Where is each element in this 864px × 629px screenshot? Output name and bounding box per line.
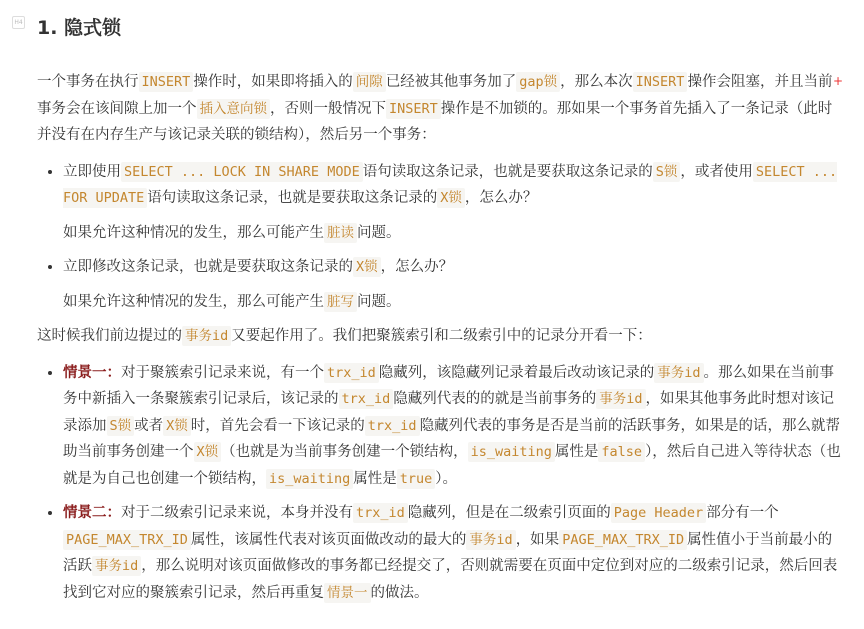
inline-code: 情景一 <box>324 583 371 603</box>
text-run: 属性值小于当前最小的活跃 <box>63 531 833 574</box>
text-run: 一个事务在执行 <box>37 74 139 90</box>
inline-code: trx_id <box>339 389 394 409</box>
heading-marker-icon: H4 <box>12 16 25 29</box>
text-run: 操作是不加锁的。那如果一个事务首先插入了一条记录（此时并没有在内存生产与该记录关联的锁结构），然后另一个事务： <box>37 100 833 143</box>
inline-code: trx_id <box>324 363 379 383</box>
inline-code: X锁 <box>194 442 222 462</box>
text-run: 立即使用 <box>63 163 121 180</box>
inline-code: PAGE_MAX_TRX_ID <box>559 530 687 550</box>
inline-code: trx_id <box>353 503 408 523</box>
text-run: 隐藏列代表的的就是当前事务的 <box>393 391 597 407</box>
text-run: 隐藏列，该隐藏列记录着最后改动该记录的 <box>378 364 655 381</box>
case-consequence <box>63 289 843 316</box>
text-run: 属性是 <box>554 444 599 460</box>
text-run: 部分有一个 <box>706 505 779 521</box>
text-run: 问题。 <box>357 293 401 310</box>
inline-code: true <box>397 469 436 489</box>
intro-paragraph <box>37 69 843 149</box>
text-run: 。那么如果在当前事务中新插入一条聚簇索引记录后，该记录的 <box>63 364 835 407</box>
inline-code: 事务id <box>466 530 515 550</box>
bold-label: 情景一： <box>63 364 121 381</box>
text-run: 隐藏列代表的事务是否是当前的活跃事务，如果是的话，那么就帮助当前事务创建一个 <box>63 417 841 460</box>
inline-code: SELECT ... FOR UPDATE <box>63 163 838 206</box>
text-run: 又要起作用了。我们把聚簇索引和二级索引中的记录分开看一下： <box>231 328 652 344</box>
inline-code: INSERT <box>633 72 688 92</box>
text-run: 对于聚簇索引记录来说，有一个 <box>121 364 324 381</box>
case-text <box>63 257 453 277</box>
text-run: 或者 <box>134 417 164 434</box>
inline-code: 脏读 <box>324 223 357 243</box>
inline-code: INSERT <box>386 99 441 119</box>
inline-code: false <box>598 442 645 462</box>
text-run: 的做法。 <box>370 584 429 601</box>
scenario-item <box>63 360 843 493</box>
document <box>37 0 843 614</box>
case-consequence <box>63 220 843 247</box>
text-run: 如果允许这种情况的发生，那么可能产生 <box>63 224 324 241</box>
text-run: ，怎么办？ <box>380 259 454 275</box>
inline-code: S锁 <box>653 162 681 182</box>
text-run: 属性，该属性代表对该页面做改动的最大的 <box>190 531 467 548</box>
text-run: 属性是 <box>353 470 397 487</box>
text-run: （也就是为当前事务创建一个锁结构， <box>221 444 468 460</box>
text-run: ），然后自己进入等待状态（也就是为自己也创建一个锁结构， <box>63 444 841 487</box>
text-run: 对于二级索引记录来说，本身并没有 <box>121 505 353 521</box>
text-run: ，否则一般情况下 <box>270 100 386 117</box>
text-run: 操作时，如果即将插入的 <box>193 74 353 90</box>
inline-code: Page Header <box>611 503 706 523</box>
text-run: ，如果其他事务此时想对该记录添加 <box>63 391 835 434</box>
text-cursor-icon: + <box>833 74 844 88</box>
inline-code: trx_id <box>365 416 420 436</box>
inline-code: 事务id <box>92 556 141 576</box>
text-run: 问题。 <box>357 224 401 241</box>
text-run: ，怎么办？ <box>464 190 538 206</box>
case-item <box>63 254 843 315</box>
text-run: ，或者使用 <box>680 163 753 180</box>
text-run: 立即修改这条记录，也就是要获取这条记录的 <box>63 259 353 275</box>
inline-code: X锁 <box>163 416 191 436</box>
case-list <box>37 159 843 316</box>
inline-code: 插入意向锁 <box>197 99 271 119</box>
inline-code: SELECT ... LOCK IN SHARE MODE <box>121 162 363 182</box>
text-run: 语句读取这条记录，也就是要获取这条记录的 <box>147 190 438 206</box>
inline-code: X锁 <box>437 188 465 208</box>
text-run: ，如果 <box>515 531 560 548</box>
inline-code: 事务id <box>654 363 703 383</box>
section-heading: 1. 隐式锁 <box>37 17 122 39</box>
transition-paragraph <box>37 323 843 350</box>
bold-label: 情景二： <box>63 505 121 521</box>
inline-code: is_waiting <box>266 469 353 489</box>
inline-code: S锁 <box>107 416 135 436</box>
text-run: ，那么说明对该页面做修改的事务都已经提交了，否则就需要在页面中定位到对应的二级索引记录，然后回表找到它对应的聚簇索引记录，然后再重复 <box>63 558 838 601</box>
text-run: 已经被其他事务加了 <box>385 74 517 90</box>
text-run: 如果允许这种情况的发生，那么可能产生 <box>63 293 324 310</box>
text-run: ，那么本次 <box>560 74 633 90</box>
text-run: 隐藏列，但是在二级索引页面的 <box>407 505 611 521</box>
text-run: 这时候我们前边提过的 <box>37 328 182 344</box>
scenario-item <box>63 500 843 606</box>
case-item <box>63 159 843 247</box>
text-run: ）。 <box>435 470 458 487</box>
inline-code: is_waiting <box>468 442 555 462</box>
inline-code: 事务id <box>182 326 231 346</box>
inline-code: PAGE_MAX_TRX_ID <box>63 530 191 550</box>
inline-code: gap锁 <box>516 72 560 92</box>
inline-code: INSERT <box>139 72 194 92</box>
inline-code: 间隙 <box>353 72 386 92</box>
inline-code: X锁 <box>353 257 381 277</box>
inline-code: 事务id <box>596 389 645 409</box>
text-run: 语句读取这条记录，也就是要获取这条记录的 <box>362 163 653 180</box>
scenario-list <box>37 360 843 607</box>
text-run: 操作会阻塞，并且当前事务会在该间隙上加一个 <box>37 74 833 117</box>
case-text <box>63 162 837 209</box>
inline-code: 脏写 <box>324 292 357 312</box>
text-run: 时，首先会看一下该记录的 <box>190 417 365 434</box>
